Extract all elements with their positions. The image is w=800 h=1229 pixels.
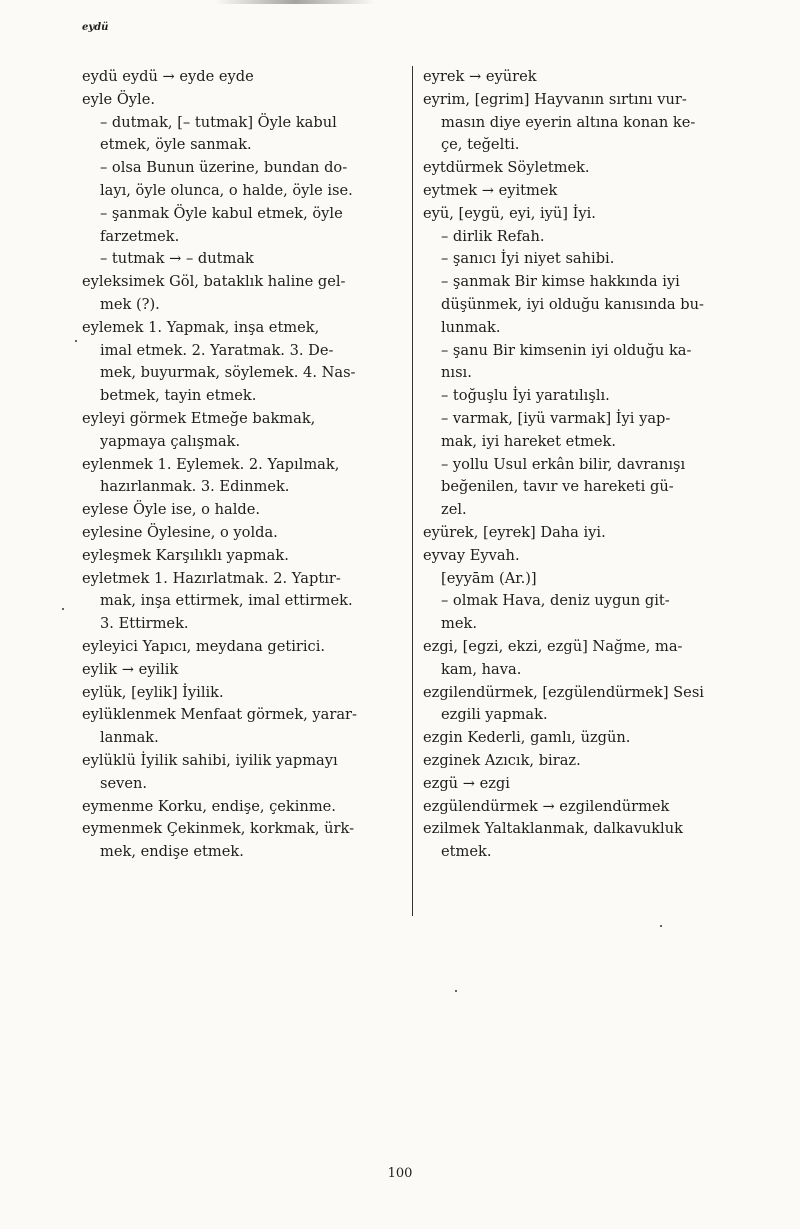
dictionary-entry [82,636,404,659]
dictionary-entry [423,545,761,568]
entry-continuation-line: kam, hava. [441,660,522,678]
entry-continuation-line: mek. [441,615,477,633]
entry-line: eyleyici Yapıcı, meydana getirici. [82,637,326,655]
entry-line: eytmek → eyitmek [423,181,558,199]
dictionary-entry [423,226,761,249]
dictionary-entry [423,727,761,750]
entry-line: eymenmek Çekinmek, korkmak, ürk- [82,820,355,838]
entry-continuation-line: nısı. [441,364,472,382]
dictionary-entry [82,112,404,158]
entry-continuation-line: lanmak. [100,729,159,747]
entry-line: [eyyām (Ar.)] [441,569,537,587]
entry-line: eylemek 1. Yapmak, inşa etmek, [82,318,320,336]
dictionary-entry [82,203,404,249]
entry-continuation-line: zel. [441,501,467,519]
running-head: eydü [82,22,109,33]
entry-line: – şanmak Bir kimse hakkında iyi [441,273,680,291]
entry-line: ezilmek Yaltaklanmak, dalkavukluk [423,820,683,838]
entry-line: eyletmek 1. Hazırlatmak. 2. Yaptır- [82,569,341,587]
entry-continuation-line: düşünmek, iyi olduğu kanısında bu- [441,295,704,313]
entry-line: eyle Öyle. [82,90,155,108]
entry-line: eydü eydü → eyde eyde [82,68,254,85]
entry-continuation-line: mek, endişe etmek. [100,843,244,861]
dictionary-entry [82,89,404,112]
entry-continuation-line: imal etmek. 2. Yaratmak. 3. De- [100,341,334,359]
entry-continuation-line: etmek, öyle sanmak. [100,136,252,154]
entry-line: – toğuşlu İyi yaratılışlı. [441,387,610,405]
entry-line: – tutmak → – dutmak [100,250,254,268]
dictionary-entry [82,568,404,636]
entry-line: – şanmak Öyle kabul etmek, öyle [100,204,343,222]
dictionary-entry [423,157,761,180]
entry-continuation-line: seven. [100,774,148,792]
entry-line: eylük, [eylik] İyilik. [82,683,224,701]
entry-line: ezgilendürmek, [ezgülendürmek] Sesi [423,683,704,701]
dictionary-entry [82,818,404,864]
entry-line: eylese Öyle ise, o halde. [82,501,260,519]
dictionary-entry [82,157,404,203]
dictionary-entry [82,545,404,568]
dictionary-entry [423,203,761,226]
entry-line: eyrim, [egrim] Hayvanın sırtını vur- [423,90,687,108]
entry-line: eyürek, [eyrek] Daha iyi. [423,523,606,541]
dictionary-entry [423,636,761,682]
entry-continuation-line: beğenilen, tavır ve hareketi gü- [441,478,674,496]
dictionary-entry [423,796,761,819]
scan-speck [75,340,77,342]
dictionary-entry [82,659,404,682]
dictionary-entry [423,340,761,386]
entry-continuation-line: 3. Ettirmek. [100,615,189,633]
dictionary-entry [423,522,761,545]
entry-line: ezgi, [egzi, ekzi, ezgü] Nağme, ma- [423,637,683,655]
dictionary-entry [423,682,761,728]
dictionary-entry [423,271,761,339]
entry-continuation-line: mak, iyi hareket etmek. [441,432,617,450]
entry-line: eylenmek 1. Eylemek. 2. Yapılmak, [82,455,340,473]
entry-continuation-line: mek, buyurmak, söylemek. 4. Nas- [100,364,356,382]
entry-continuation-line: çe, teğelti. [441,136,520,154]
entry-line: eymenme Korku, endişe, çekinme. [82,797,336,815]
entry-line: eylesine Öylesine, o yolda. [82,523,278,541]
entry-line: – şanıcı İyi niyet sahibi. [441,250,615,268]
entry-line: eylik → eyilik [82,660,179,678]
entry-line: – dirlik Refah. [441,227,545,245]
entry-continuation-line: etmek. [441,843,492,861]
dictionary-entry [82,408,404,454]
page-number: 100 [387,1166,413,1181]
dictionary-entry [82,271,404,317]
entry-line: – dutmak, [– tutmak] Öyle kabul [100,113,337,131]
dictionary-entry [423,66,761,89]
dictionary-entry [82,317,404,408]
scan-speck [660,925,662,927]
column-divider [412,66,413,916]
scan-speck [455,990,457,992]
dictionary-entry [423,89,761,157]
entry-line: ezgin Kederli, gamlı, üzgün. [423,729,631,747]
dictionary-entry [82,796,404,819]
dictionary-entry [423,180,761,203]
entry-line: – olsa Bunun üzerine, bundan do- [100,159,348,177]
entry-line: ezginek Azıcık, biraz. [423,751,581,769]
entry-line: eyleyi görmek Etmeğe bakmak, [82,409,316,427]
entry-line: eyleksimek Göl, bataklık haline gel- [82,273,346,291]
dictionary-entry [82,66,404,89]
entry-line: eylüklenmek Menfaat görmek, yarar- [82,706,357,724]
scan-speck [62,608,64,610]
scan-smudge [215,0,375,4]
left-column [82,66,404,864]
dictionary-entry [82,682,404,705]
entry-line: eylüklü İyilik sahibi, iyilik yapmayı [82,751,338,769]
entry-line: – şanu Bir kimsenin iyi olduğu ka- [441,341,692,359]
entry-continuation-line: lunmak. [441,318,501,336]
entry-continuation-line: farzetmek. [100,227,180,245]
dictionary-entry [423,385,761,408]
dictionary-entry [82,454,404,500]
entry-line: ezgü → ezgi [423,774,510,792]
dictionary-entry [423,454,761,522]
entry-line: eyü, [eygü, eyi, iyü] İyi. [423,204,596,222]
dictionary-entry [82,750,404,796]
entry-continuation-line: ezgili yapmak. [441,706,548,724]
dictionary-entry [82,704,404,750]
entry-line: eyrek → eyürek [423,68,537,85]
dictionary-entry [423,590,761,636]
entry-line: eytdürmek Söyletmek. [423,159,590,177]
dictionary-entry [423,248,761,271]
entry-continuation-line: betmek, tayin etmek. [100,387,257,405]
entry-line: – varmak, [iyü varmak] İyi yap- [441,409,671,427]
entry-line: ezgülendürmek → ezgilendürmek [423,797,670,815]
entry-line: eyvay Eyvah. [423,546,520,564]
entry-line: – yollu Usul erkân bilir, davranışı [441,455,686,473]
dictionary-entry [423,773,761,796]
entry-continuation-line: mak, inşa ettirmek, imal ettirmek. [100,592,353,610]
dictionary-entry [423,750,761,773]
dictionary-entry [423,818,761,864]
dictionary-entry [82,248,404,271]
entry-continuation-line: mek (?). [100,295,160,313]
entry-line: eyleşmek Karşılıklı yapmak. [82,546,289,564]
entry-continuation-line: layı, öyle olunca, o halde, öyle ise. [100,181,353,199]
right-column [423,66,761,864]
entry-continuation-line: masın diye eyerin altına konan ke- [441,113,696,131]
entry-continuation-line: yapmaya çalışmak. [100,432,241,450]
dictionary-entry [423,568,761,591]
dictionary-entry [82,522,404,545]
dictionary-entry [423,408,761,454]
entry-continuation-line: hazırlanmak. 3. Edinmek. [100,478,290,496]
entry-line: – olmak Hava, deniz uygun git- [441,592,670,610]
dictionary-entry [82,499,404,522]
